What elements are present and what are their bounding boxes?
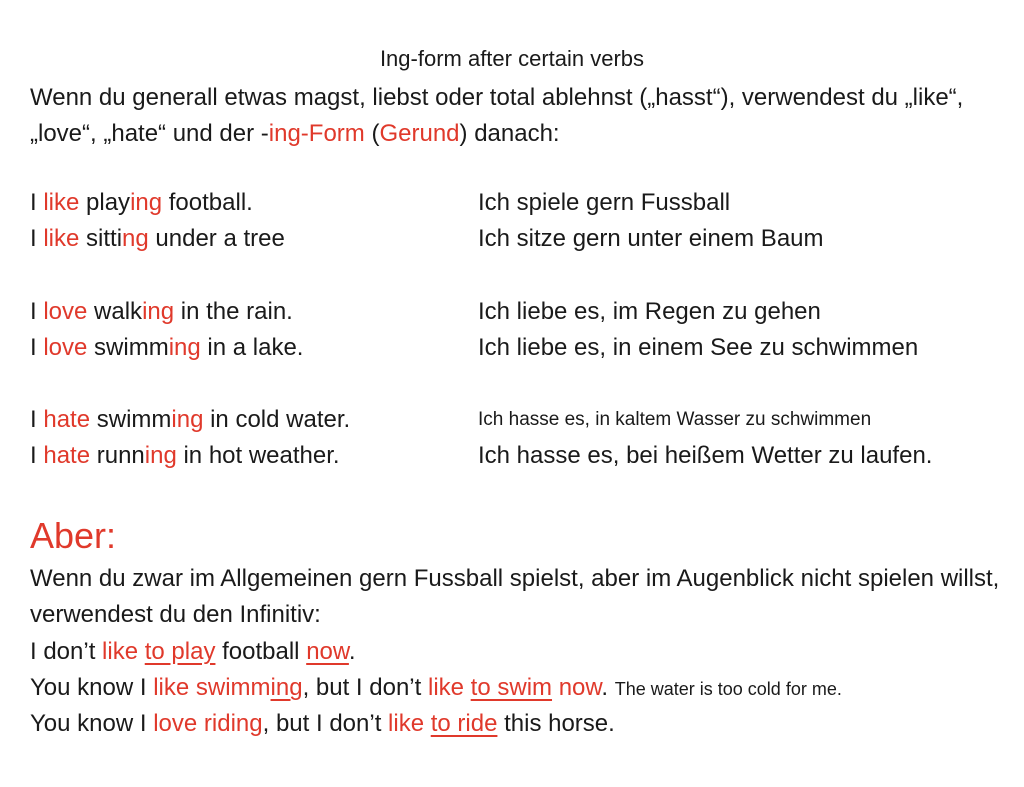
plain-text: this horse.	[497, 710, 615, 737]
plain-text: You know I	[30, 674, 154, 701]
example-row	[30, 185, 1000, 221]
intro-gerund: Gerund	[379, 120, 460, 147]
highlighted-text: ing	[144, 442, 177, 469]
plain-text: sitti	[79, 225, 123, 252]
plain-text: in cold water.	[203, 406, 351, 433]
highlighted-text: to ride	[430, 710, 498, 737]
example-german: Ich spiele gern Fussball	[478, 189, 731, 216]
example-german: Ich liebe es, in einem See zu schwimmen	[478, 334, 919, 361]
plain-text: play	[79, 189, 131, 216]
plain-text: swimm	[90, 406, 172, 433]
example-german: Ich sitze gern unter einem Baum	[478, 225, 824, 252]
highlighted-text: ing	[130, 189, 163, 216]
highlighted-text: ing	[270, 674, 303, 701]
highlighted-text: now	[306, 638, 349, 665]
aber-explanation: Wenn du zwar im Allgemeinen gern Fussball spielst, aber im Augenblick nicht spielen willst, verwendest du den Infinitiv:	[30, 565, 1000, 628]
plain-text: in hot weather.	[176, 442, 340, 469]
highlighted-text: like	[427, 674, 464, 701]
example-english	[30, 402, 350, 438]
plain-text: .	[348, 638, 356, 665]
infinitive-example-line	[30, 670, 1010, 706]
highlighted-text: ing	[171, 406, 204, 433]
intro-text-paren-open: (	[364, 120, 380, 147]
highlighted-text: ing	[168, 334, 201, 361]
highlighted-text: hate	[43, 406, 91, 433]
plain-text: .	[601, 674, 615, 701]
plain-text	[138, 638, 145, 665]
plain-text: football	[215, 638, 307, 665]
highlighted-text: love	[43, 298, 88, 325]
intro-ing-form: ing-Form	[268, 120, 365, 147]
intro-text: Wenn du generall etwas magst, liebst oder total ablehnst („hasst“), verwendest du „like“, „love“, „hate“ und der -	[30, 84, 964, 147]
plain-text: , but I don’t	[262, 710, 389, 737]
plain-text: You know I	[30, 710, 154, 737]
highlighted-text: hate	[43, 442, 91, 469]
highlighted-text: to play	[144, 638, 216, 665]
example-row	[30, 221, 1000, 257]
highlighted-text: like	[43, 225, 80, 252]
highlighted-text: like	[388, 710, 425, 737]
plain-text: I	[30, 406, 44, 433]
example-english	[30, 438, 340, 474]
example-row	[30, 438, 1000, 474]
intro-text-end: ) danach:	[459, 120, 560, 147]
highlighted-text: love	[43, 334, 88, 361]
plain-text: walk	[87, 298, 143, 325]
example-german: Ich hasse es, bei heißem Wetter zu laufen.	[478, 442, 933, 469]
plain-text: runn	[90, 442, 145, 469]
example-german: Ich hasse es, in kaltem Wasser zu schwimmen	[478, 409, 872, 430]
plain-text: I	[30, 189, 44, 216]
plain-text: I don’t	[30, 638, 103, 665]
highlighted-text: to swim	[470, 674, 553, 701]
plain-text: I	[30, 334, 44, 361]
infinitive-example-line	[30, 634, 1010, 670]
note-text: The water is too cold for me.	[614, 679, 842, 699]
highlighted-text: ng	[122, 225, 149, 252]
example-english	[30, 330, 303, 366]
plain-text: , but I don’t	[302, 674, 428, 701]
aber-heading: Aber:	[30, 515, 117, 556]
plain-text: I	[30, 298, 44, 325]
plain-text: I	[30, 442, 44, 469]
plain-text	[424, 710, 431, 737]
highlighted-text: love riding	[153, 710, 263, 737]
highlighted-text: like	[102, 638, 139, 665]
plain-text: football.	[162, 189, 253, 216]
plain-text	[552, 674, 559, 701]
plain-text	[464, 674, 471, 701]
example-row	[30, 294, 1000, 330]
plain-text: under a tree	[148, 225, 285, 252]
page-title: Ing-form after certain verbs	[379, 46, 645, 71]
example-row	[30, 402, 1000, 438]
highlighted-text: like	[43, 189, 80, 216]
highlighted-text: ing	[142, 298, 175, 325]
example-english	[30, 221, 285, 257]
plain-text: in the rain.	[174, 298, 293, 325]
plain-text: in a lake.	[200, 334, 304, 361]
highlighted-text: like swimm	[153, 674, 271, 701]
example-german: Ich liebe es, im Regen zu gehen	[478, 298, 821, 325]
highlighted-text: now	[558, 674, 602, 701]
example-row	[30, 330, 1000, 366]
example-english	[30, 294, 293, 330]
infinitive-example-line	[30, 706, 1010, 742]
plain-text: I	[30, 225, 44, 252]
example-english	[30, 185, 253, 221]
plain-text: swimm	[87, 334, 169, 361]
intro-paragraph	[30, 80, 1000, 152]
